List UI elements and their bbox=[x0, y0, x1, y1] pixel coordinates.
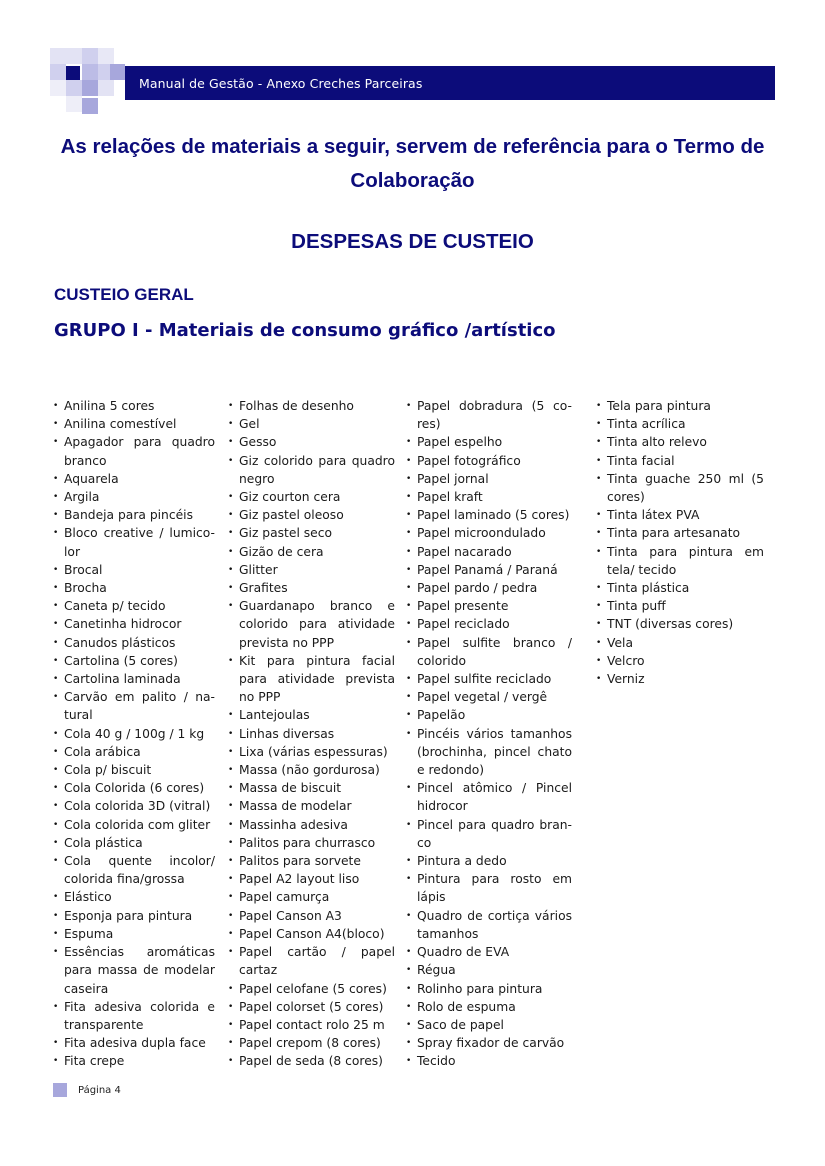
list-item: • Cola colorida 3D (vitral) bbox=[53, 797, 215, 815]
section-title: DESPESAS DE CUSTEIO bbox=[291, 230, 534, 253]
list-item: • Papel jornal bbox=[406, 470, 572, 488]
list-item: • Canudos plásticos bbox=[53, 634, 215, 652]
list-item: • Spray fixador de carvão bbox=[406, 1034, 572, 1052]
header-decoration-square bbox=[82, 48, 98, 64]
list-item: • Quadro de EVA bbox=[406, 943, 572, 961]
list-item: • Argila bbox=[53, 488, 215, 506]
list-item: • Tecido bbox=[406, 1052, 572, 1070]
list-item: • Canetinha hidrocor bbox=[53, 615, 215, 633]
list-item: • Papel reciclado bbox=[406, 615, 572, 633]
list-item: • Papel sulfite reciclado bbox=[406, 670, 572, 688]
header-decoration-square bbox=[50, 80, 66, 96]
materials-column-4 bbox=[596, 397, 764, 688]
list-item: • Tinta para artesanato bbox=[596, 524, 764, 542]
list-item: • Esponja para pintura bbox=[53, 907, 215, 925]
list-item: • Essências aromáticas para massa de modelar caseira bbox=[53, 943, 215, 998]
list-item: • Cartolina (5 cores) bbox=[53, 652, 215, 670]
footer-square-icon bbox=[53, 1083, 67, 1097]
list-item: • Papel Panamá / Paraná bbox=[406, 561, 572, 579]
header-decoration-square bbox=[110, 64, 125, 80]
list-item: • Bandeja para pincéis bbox=[53, 506, 215, 524]
list-item: • Fita adesiva dupla face bbox=[53, 1034, 215, 1052]
list-item: • Cola arábica bbox=[53, 743, 215, 761]
list-item: • Papel celofane (5 cores) bbox=[228, 980, 395, 998]
list-item: • Pintura para rosto em lápis bbox=[406, 870, 572, 906]
list-item: • Palitos para sorvete bbox=[228, 852, 395, 870]
list-item: • Massinha adesiva bbox=[228, 816, 395, 834]
list-item: • Pincel para quadro bran-co bbox=[406, 816, 572, 852]
list-item: • Papel camurça bbox=[228, 888, 395, 906]
list-item: • Papel kraft bbox=[406, 488, 572, 506]
list-item: • Massa de modelar bbox=[228, 797, 395, 815]
list-item: • Linhas diversas bbox=[228, 725, 395, 743]
list-item: • Guardanapo branco e colorido para atividade prevista no PPP bbox=[228, 597, 395, 652]
list-item: • Brocal bbox=[53, 561, 215, 579]
list-item: • Fita crepe bbox=[53, 1052, 215, 1070]
list-item: • Grafites bbox=[228, 579, 395, 597]
list-item: • Fita adesiva colorida e transparente bbox=[53, 998, 215, 1034]
list-item: • Carvão em palito / na-tural bbox=[53, 688, 215, 724]
list-item: • Cola Colorida (6 cores) bbox=[53, 779, 215, 797]
list-item: • Gizão de cera bbox=[228, 543, 395, 561]
list-item: • Tinta plástica bbox=[596, 579, 764, 597]
header-decoration-square bbox=[50, 48, 66, 64]
list-item: • Lantejoulas bbox=[228, 706, 395, 724]
list-item: • Pintura a dedo bbox=[406, 852, 572, 870]
list-item: • Giz pastel oleoso bbox=[228, 506, 395, 524]
list-item: • Tinta puff bbox=[596, 597, 764, 615]
list-item: • Velcro bbox=[596, 652, 764, 670]
list-item: • Verniz bbox=[596, 670, 764, 688]
group-title: GRUPO I - Materiais de consumo gráfico /artístico bbox=[54, 320, 556, 341]
materials-column-3 bbox=[406, 397, 572, 1071]
header-decoration-square bbox=[82, 98, 98, 114]
page-number: Página 4 bbox=[78, 1085, 121, 1096]
list-item: • Giz colorido para quadro negro bbox=[228, 452, 395, 488]
list-item: • Papel colorset (5 cores) bbox=[228, 998, 395, 1016]
list-item: • Gel bbox=[228, 415, 395, 433]
list-item: • Tinta guache 250 ml (5 cores) bbox=[596, 470, 764, 506]
list-item: • Tinta para pintura em tela/ tecido bbox=[596, 543, 764, 579]
list-item: • Glitter bbox=[228, 561, 395, 579]
list-item: • Papel fotográfico bbox=[406, 452, 572, 470]
list-item: • Massa de biscuit bbox=[228, 779, 395, 797]
list-item: • Giz courton cera bbox=[228, 488, 395, 506]
header-decoration-square bbox=[50, 64, 66, 80]
list-item: • Cola 40 g / 100g / 1 kg bbox=[53, 725, 215, 743]
header-decoration-square bbox=[66, 66, 80, 80]
list-item: • Papelão bbox=[406, 706, 572, 724]
list-item: • Caneta p/ tecido bbox=[53, 597, 215, 615]
list-item: • Palitos para churrasco bbox=[228, 834, 395, 852]
list-item: • Elástico bbox=[53, 888, 215, 906]
header-decoration-square bbox=[82, 64, 98, 80]
list-item: • Régua bbox=[406, 961, 572, 979]
list-item: • Giz pastel seco bbox=[228, 524, 395, 542]
list-item: • Papel pardo / pedra bbox=[406, 579, 572, 597]
list-item: • Papel vegetal / vergê bbox=[406, 688, 572, 706]
list-item: • Tinta acrílica bbox=[596, 415, 764, 433]
list-item: • Pincel atômico / Pincel hidrocor bbox=[406, 779, 572, 815]
list-item: • Vela bbox=[596, 634, 764, 652]
materials-column-1 bbox=[53, 397, 215, 1071]
list-item: • Rolo de espuma bbox=[406, 998, 572, 1016]
list-item: • TNT (diversas cores) bbox=[596, 615, 764, 633]
list-item: • Papel presente bbox=[406, 597, 572, 615]
list-item: • Cola plástica bbox=[53, 834, 215, 852]
subsection-title: CUSTEIO GERAL bbox=[54, 285, 194, 304]
list-item: • Folhas de desenho bbox=[228, 397, 395, 415]
header-decoration-square bbox=[82, 80, 98, 96]
list-item: • Papel Canson A3 bbox=[228, 907, 395, 925]
list-item: • Bloco creative / lumico-lor bbox=[53, 524, 215, 560]
list-item: • Tela para pintura bbox=[596, 397, 764, 415]
list-item: • Papel sulfite branco / colorido bbox=[406, 634, 572, 670]
list-item: • Cola p/ biscuit bbox=[53, 761, 215, 779]
list-item: • Papel espelho bbox=[406, 433, 572, 451]
header-title: Manual de Gestão - Anexo Creches Parceiras bbox=[139, 76, 423, 91]
list-item: • Papel de seda (8 cores) bbox=[228, 1052, 395, 1070]
list-item: • Gesso bbox=[228, 433, 395, 451]
list-item: • Papel Canson A4(bloco) bbox=[228, 925, 395, 943]
list-item: • Anilina comestível bbox=[53, 415, 215, 433]
header-decoration-square bbox=[66, 80, 82, 96]
list-item: • Papel microondulado bbox=[406, 524, 572, 542]
list-item: • Papel laminado (5 cores) bbox=[406, 506, 572, 524]
list-item: • Kit para pintura facial para atividade prevista no PPP bbox=[228, 652, 395, 707]
list-item: • Saco de papel bbox=[406, 1016, 572, 1034]
list-item: • Pincéis vários tamanhos (brochinha, pincel chato e redondo) bbox=[406, 725, 572, 780]
list-item: • Tinta látex PVA bbox=[596, 506, 764, 524]
list-item: • Anilina 5 cores bbox=[53, 397, 215, 415]
list-item: • Massa (não gordurosa) bbox=[228, 761, 395, 779]
main-title: As relações de materiais a seguir, servem de referência para o Termo de Colaboração bbox=[60, 135, 765, 192]
list-item: • Lixa (várias espessuras) bbox=[228, 743, 395, 761]
header-decoration-square bbox=[98, 80, 114, 96]
list-item: • Tinta alto relevo bbox=[596, 433, 764, 451]
list-item: • Aquarela bbox=[53, 470, 215, 488]
list-item: • Tinta facial bbox=[596, 452, 764, 470]
list-item: • Papel crepom (8 cores) bbox=[228, 1034, 395, 1052]
header-decoration-square bbox=[66, 48, 82, 64]
list-item: • Cola colorida com gliter bbox=[53, 816, 215, 834]
list-item: • Quadro de cortiça vários tamanhos bbox=[406, 907, 572, 943]
list-item: • Papel nacarado bbox=[406, 543, 572, 561]
list-item: • Papel cartão / papel cartaz bbox=[228, 943, 395, 979]
header-decoration-square bbox=[66, 96, 82, 112]
list-item: • Papel contact rolo 25 m bbox=[228, 1016, 395, 1034]
header-decoration-square bbox=[98, 48, 114, 64]
list-item: • Cola quente incolor/ colorida fina/grossa bbox=[53, 852, 215, 888]
list-item: • Papel A2 layout liso bbox=[228, 870, 395, 888]
list-item: • Papel dobradura (5 co-res) bbox=[406, 397, 572, 433]
list-item: • Brocha bbox=[53, 579, 215, 597]
list-item: • Cartolina laminada bbox=[53, 670, 215, 688]
list-item: • Espuma bbox=[53, 925, 215, 943]
materials-column-2 bbox=[228, 397, 395, 1071]
list-item: • Apagador para quadro branco bbox=[53, 433, 215, 469]
list-item: • Rolinho para pintura bbox=[406, 980, 572, 998]
